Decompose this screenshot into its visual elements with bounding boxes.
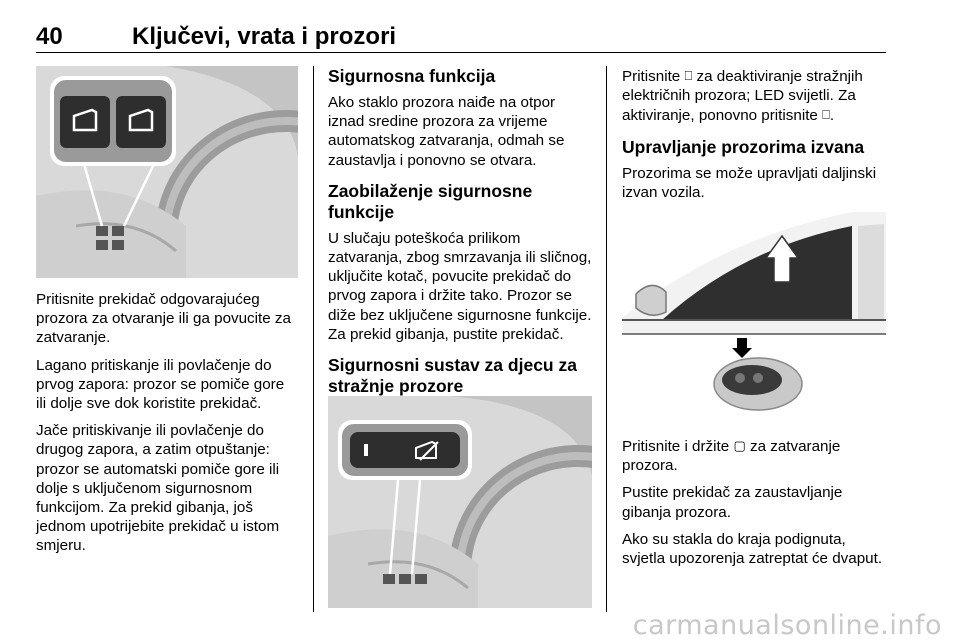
key-lock-icon: ▢ (733, 438, 746, 453)
watermark: carmanualsonline.info (632, 610, 942, 641)
text-run: za zatvaranje prozora. (622, 438, 841, 475)
section-heading: Zaobilaženje sigurnosne funkcije (328, 180, 533, 222)
paragraph (622, 436, 886, 475)
paragraph: Ako su stakla do kraja podignuta, svjetla upozorenja zatreptat će dvaput. (622, 530, 883, 568)
text-run: Pritisnite i držite (622, 438, 730, 455)
paragraph: U slučaju poteškoća prilikom zatvaranja, zbog smrzavanja ili sličnog, uključite kotač, povucite prekidač do prvog zapora i držite tako. Prozor se diže bez uključene sigurnosne funkcije. Za prekid gibanja, pustite prekidač. (328, 229, 592, 343)
chapter-title: Ključevi, vrata i prozori (132, 23, 397, 50)
column-divider (313, 66, 314, 612)
window-switch-illustration (36, 66, 298, 278)
page-number: 40 (36, 23, 63, 50)
text-run: za deaktiviranje stražnjih električnih prozora; LED svijetli. Za aktiviranje, ponovno pritisnite (622, 68, 863, 125)
column-divider (606, 66, 607, 612)
paragraph: Prozorima se može upravljati daljinski izvan vozila. (622, 164, 877, 201)
column-2-text (328, 66, 592, 397)
text-run: . (829, 107, 835, 125)
column-3-text (622, 66, 886, 202)
section-heading: Sigurnosna funkcija (328, 66, 496, 86)
paragraph: Pustite prekidač za zaustavljanje gibanja prozora. (622, 484, 843, 521)
paragraph: Lagano pritiskanje ili povlačenje do prvog zapora: prozor se pomiče gore ili dolje sve dok koristite prekidač. (36, 356, 285, 413)
child-lock-switch-illustration (328, 396, 592, 608)
rear-window-lock-icon: ⎕ (684, 68, 693, 83)
page-header (36, 24, 886, 53)
remote-window-close-illustration (622, 208, 886, 422)
column-3-lower-text (622, 436, 886, 568)
section-heading: Sigurnosni sustav za djecu za stražnje prozore (328, 355, 577, 397)
column-1-text (36, 290, 298, 556)
paragraph: Pritisnite prekidač odgovarajućeg prozora za otvaranje ili ga povucite za zatvaranje. (36, 291, 291, 347)
paragraph: Ako staklo prozora naiđe na otpor iznad sredine prozora za vrijeme automatskog zatvaranja, odmah se zaustavlja i ponovno se otvara. (328, 94, 565, 169)
rear-window-lock-icon: ⎕ (822, 107, 830, 123)
section-heading: Upravljanje prozorima izvana (622, 136, 865, 157)
paragraph: Jače pritiskivanje ili povlačenje do drugog zapora, a zatim otpuštanje: prozor se automatski pomiče gore ili dolje s uključenom sigurnosnom funkcijom. Za prekid gibanja, još jednom upotrijebite prekidač u istom smjeru. (36, 422, 280, 555)
text-run: Pritisnite (622, 68, 681, 85)
paragraph (622, 66, 886, 126)
